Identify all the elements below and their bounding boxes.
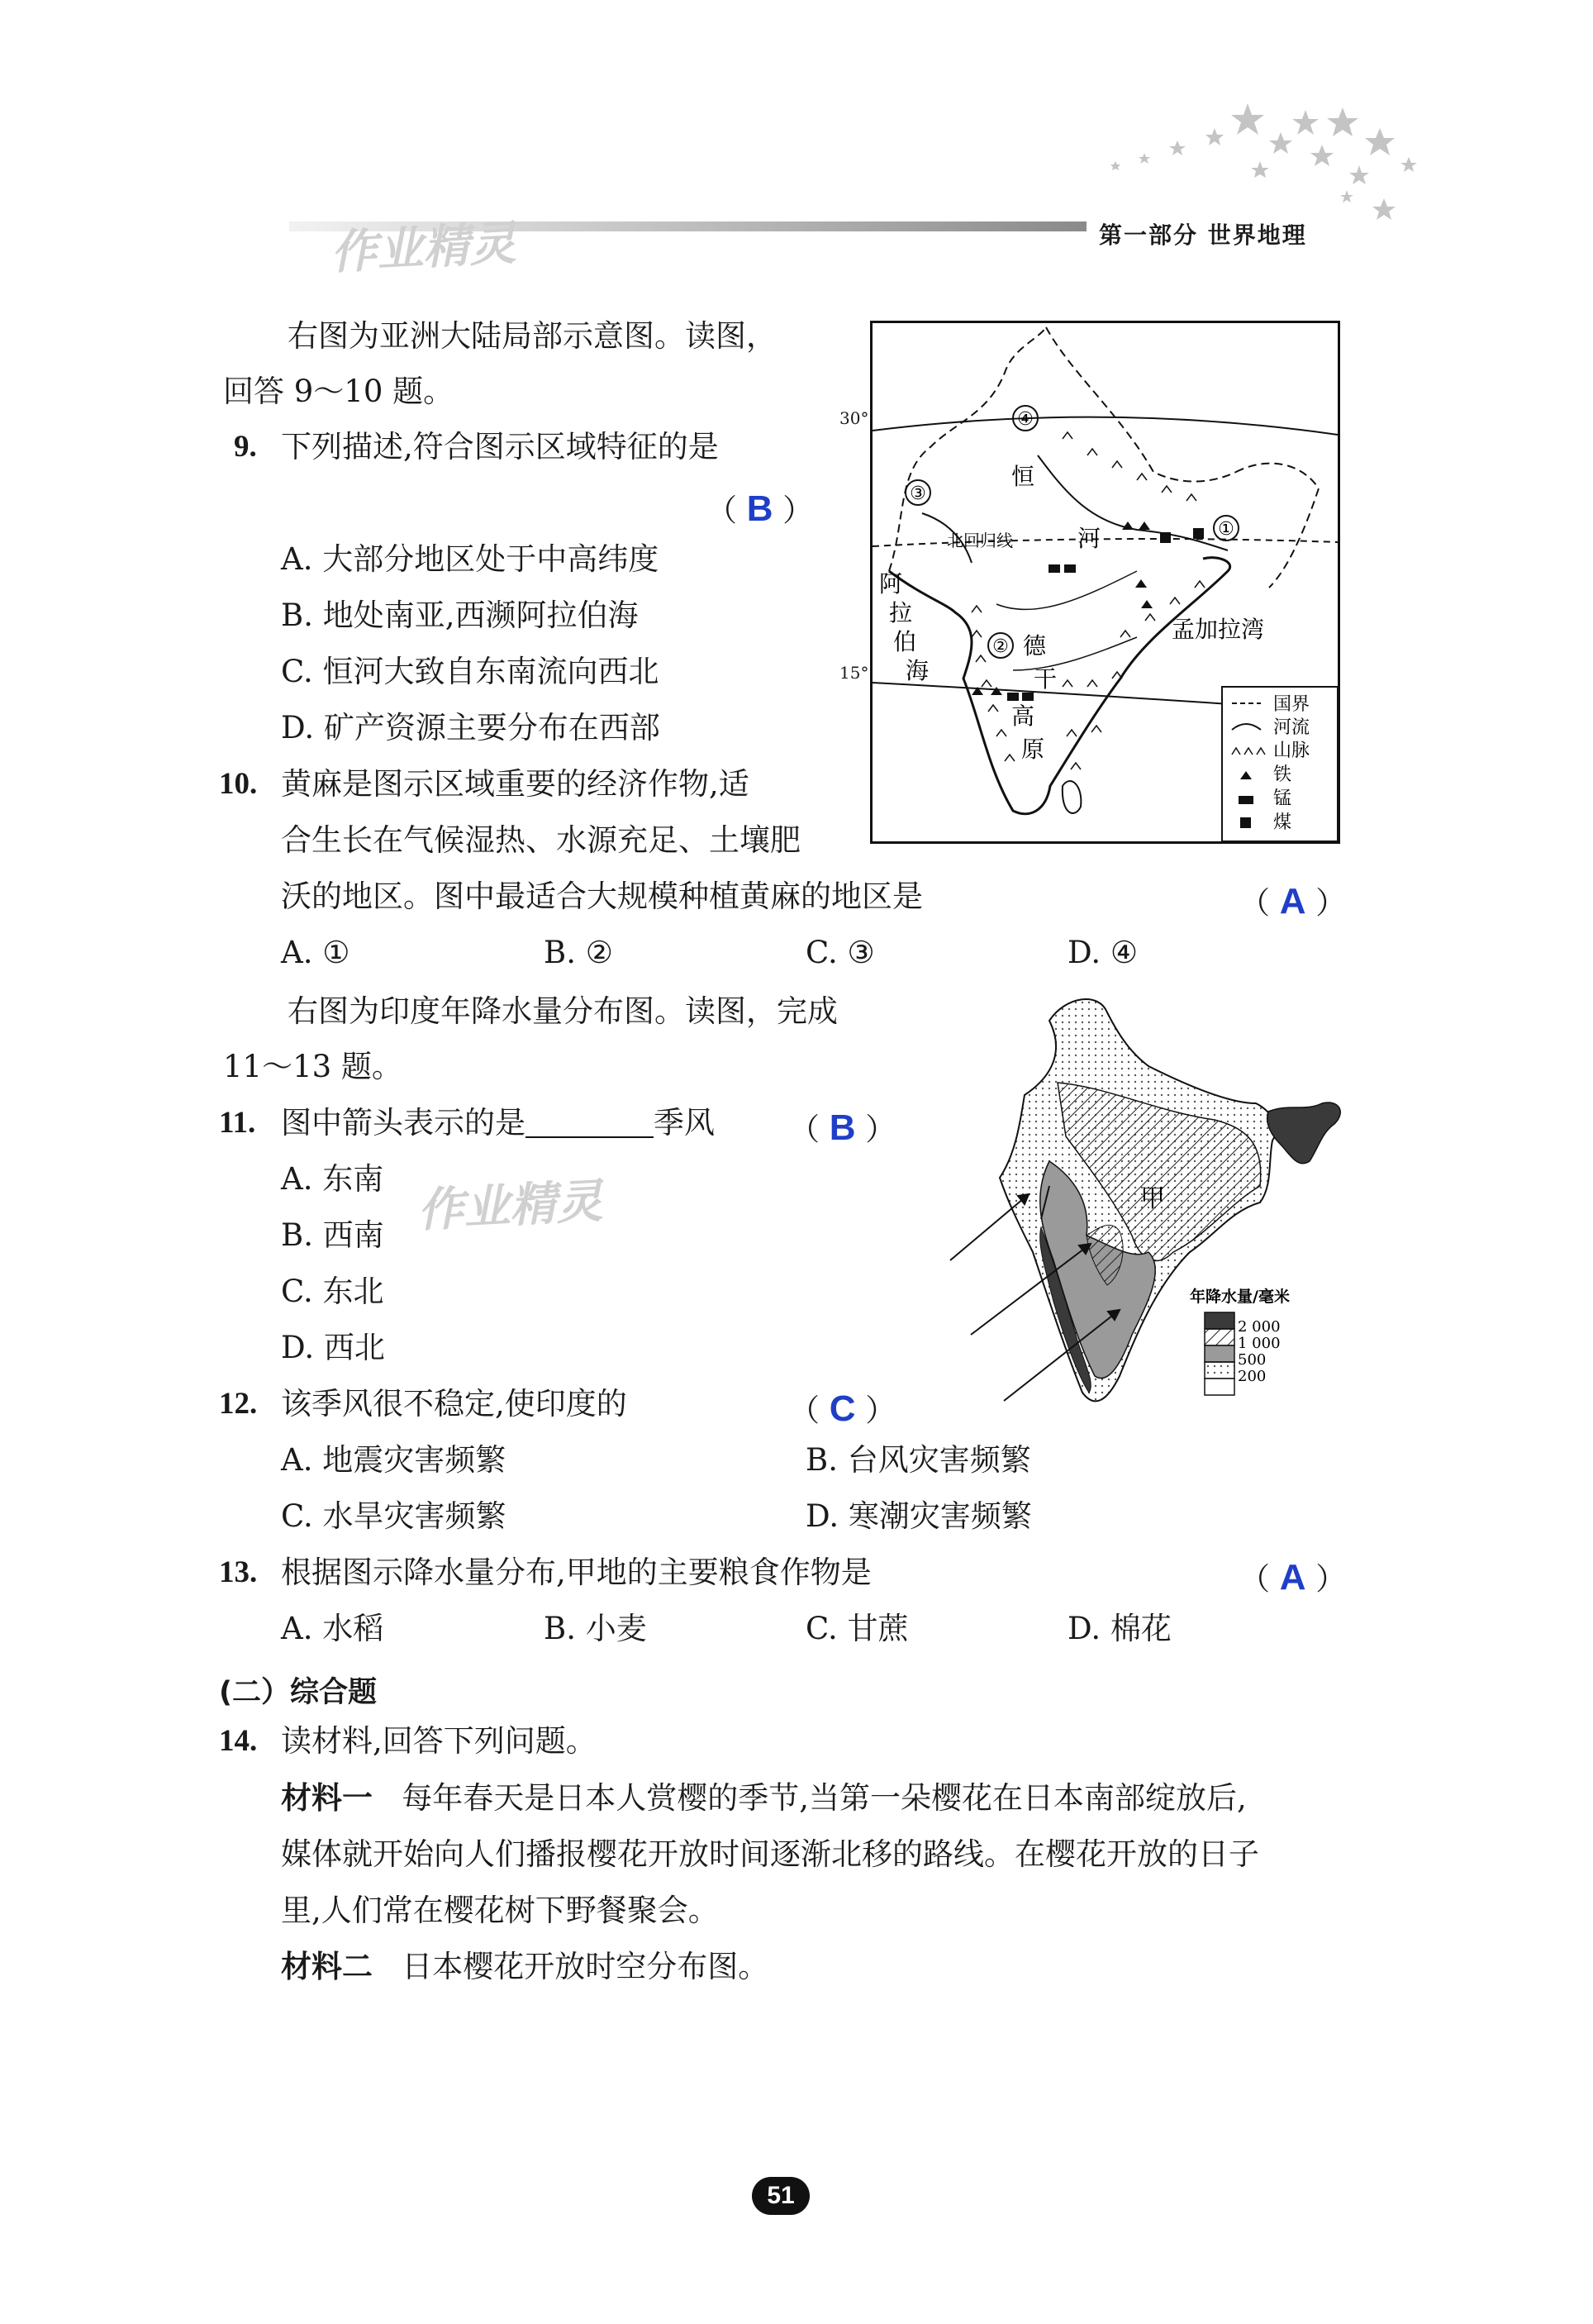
stars-decoration xyxy=(1058,95,1438,236)
intro1-line2: 回答 9～10 题。 xyxy=(223,374,454,409)
q9-answer-box: （ B ） xyxy=(706,488,814,529)
q13-option-d: D. 棉花 xyxy=(1068,1611,1172,1646)
rainfall-legend-500: 500 xyxy=(1238,1351,1267,1369)
section-title: 第一部分 世界地理 xyxy=(1099,221,1307,249)
tropic-label: 北回归线 xyxy=(947,531,1013,550)
q9-option-b: B. 地处南亚,西濒阿拉伯海 xyxy=(281,598,639,633)
lat-15-label: 15° xyxy=(839,663,869,683)
q12-option-c: C. 水旱灾害频繁 xyxy=(281,1498,506,1534)
arabian-sea-3: 伯 xyxy=(893,628,917,655)
bay-of-bengal-label: 孟加拉湾 xyxy=(1172,616,1265,643)
legend-manganese: 锰 xyxy=(1273,788,1292,809)
deccan-2: 干 xyxy=(1034,665,1058,693)
q11-answer-box: （ B ） xyxy=(789,1107,896,1148)
page-number: 51 xyxy=(752,2177,810,2215)
legend-coal: 煤 xyxy=(1273,812,1292,833)
q12-answer: C xyxy=(829,1388,856,1429)
rainfall-legend-200: 200 xyxy=(1238,1368,1267,1385)
q9-number: 9. xyxy=(234,430,257,464)
region-4-label: ④ xyxy=(1017,409,1034,430)
intro2-line1: 右图为印度年降水量分布图。读图，完成 xyxy=(288,993,838,1029)
deccan-4: 原 xyxy=(1021,736,1045,763)
q11-option-b: B. 西南 xyxy=(281,1217,384,1253)
q13-number: 13. xyxy=(219,1555,258,1589)
q10-answer-box: （ A ） xyxy=(1239,881,1347,922)
intro2-line2: 11～13 题。 xyxy=(223,1049,402,1084)
region-2-label: ② xyxy=(992,636,1009,657)
ganges-label-2: 河 xyxy=(1077,525,1101,552)
q11-option-d: D. 西北 xyxy=(281,1330,385,1365)
south-asia-map-svg xyxy=(873,323,1338,841)
q10-stem-1: 黄麻是图示区域重要的经济作物,适 xyxy=(281,766,749,802)
deccan-3: 高 xyxy=(1011,702,1035,730)
q9-stem: 下列描述,符合图示区域特征的是 xyxy=(281,429,719,464)
q12-option-d: D. 寒潮灾害频繁 xyxy=(806,1498,1032,1534)
q13-option-c: C. 甘蔗 xyxy=(806,1611,909,1646)
q10-stem-3: 沃的地区。图中最适合大规模种植黄麻的地区是 xyxy=(281,879,923,914)
q13-answer-box: （ A ） xyxy=(1239,1557,1347,1598)
q10-option-c: C. ③ xyxy=(806,935,875,970)
ganges-label-1: 恒 xyxy=(1011,463,1035,490)
q13-stem: 根据图示降水量分布,甲地的主要粮食作物是 xyxy=(281,1555,872,1590)
q13-option-a: A. 水稻 xyxy=(281,1611,384,1646)
body-watermark: 作业精灵 xyxy=(416,1174,604,1238)
india-rainfall-map xyxy=(942,988,1347,1417)
lat-30-label: 30° xyxy=(839,408,869,428)
legend-iron: 铁 xyxy=(1273,764,1292,785)
q11-answer: B xyxy=(829,1107,856,1148)
q11-number: 11. xyxy=(219,1106,256,1140)
deccan-1: 德 xyxy=(1023,632,1047,660)
header-watermark: 作业精灵 xyxy=(329,217,517,280)
q13-option-b: B. 小麦 xyxy=(544,1611,647,1646)
q9-option-a: A. 大部分地区处于中高纬度 xyxy=(281,541,659,577)
q14-material1-line2: 媒体就开始向人们播报樱花开放时间逐渐北移的路线。在樱花开放的日子 xyxy=(281,1836,1259,1872)
q14-material1-line1: 材料一 每年春天是日本人赏樱的季节,当第一朵樱花在日本南部绽放后, xyxy=(281,1780,1247,1816)
south-asia-map xyxy=(870,321,1340,844)
q11-stem: 图中箭头表示的是 季风 xyxy=(281,1105,715,1141)
q11-option-c: C. 东北 xyxy=(281,1274,384,1309)
jia-label: 甲 xyxy=(1140,1184,1165,1213)
region-1-label: ① xyxy=(1218,519,1234,540)
rainfall-legend-1000: 1 000 xyxy=(1238,1335,1281,1352)
q11-option-a: A. 东南 xyxy=(281,1161,384,1197)
legend-border: 国界 xyxy=(1273,694,1310,715)
q9-answer: B xyxy=(746,488,773,529)
section2-title: (二）综合题 xyxy=(219,1676,377,1709)
q14-stem: 读材料,回答下列问题。 xyxy=(281,1723,597,1759)
material2-label: 材料二 xyxy=(281,1949,373,1984)
q12-answer-box: （ C ） xyxy=(789,1388,896,1429)
q11-blank[interactable] xyxy=(525,1112,654,1138)
arabian-sea-1: 阿 xyxy=(879,570,903,598)
q13-answer: A xyxy=(1279,1557,1306,1598)
q10-option-a: A. ① xyxy=(281,935,350,970)
arabian-sea-4: 海 xyxy=(906,657,930,684)
q14-material1-line3: 里,人们常在樱花树下野餐聚会。 xyxy=(281,1893,719,1928)
q9-option-d: D. 矿产资源主要分布在西部 xyxy=(281,710,660,745)
q10-number: 10. xyxy=(219,767,258,801)
legend-river: 河流 xyxy=(1273,717,1310,738)
q12-number: 12. xyxy=(219,1387,258,1421)
rainfall-legend-title: 年降水量/毫米 xyxy=(1190,1288,1290,1306)
material1-label: 材料一 xyxy=(281,1780,373,1816)
legend-mountain: 山脉 xyxy=(1273,741,1310,761)
q9-option-c: C. 恒河大致自东南流向西北 xyxy=(281,654,659,689)
q12-stem: 该季风很不稳定,使印度的 xyxy=(281,1386,627,1422)
q12-option-a: A. 地震灾害频繁 xyxy=(281,1442,506,1478)
intro1-line1: 右图为亚洲大陆局部示意图。读图， xyxy=(288,318,777,354)
region-3-label: ③ xyxy=(910,483,926,504)
arabian-sea-2: 拉 xyxy=(889,599,913,626)
rainfall-legend-2000: 2 000 xyxy=(1238,1318,1281,1336)
q10-option-d: D. ④ xyxy=(1068,935,1139,970)
q14-material2: 材料二 日本樱花开放时空分布图。 xyxy=(281,1949,769,1984)
q10-option-b: B. ② xyxy=(544,935,613,970)
q14-number: 14. xyxy=(219,1724,258,1758)
q10-answer: A xyxy=(1279,881,1306,922)
q12-option-b: B. 台风灾害频繁 xyxy=(806,1442,1031,1478)
q10-stem-2: 合生长在气候湿热、水源充足、土壤肥 xyxy=(281,822,801,858)
